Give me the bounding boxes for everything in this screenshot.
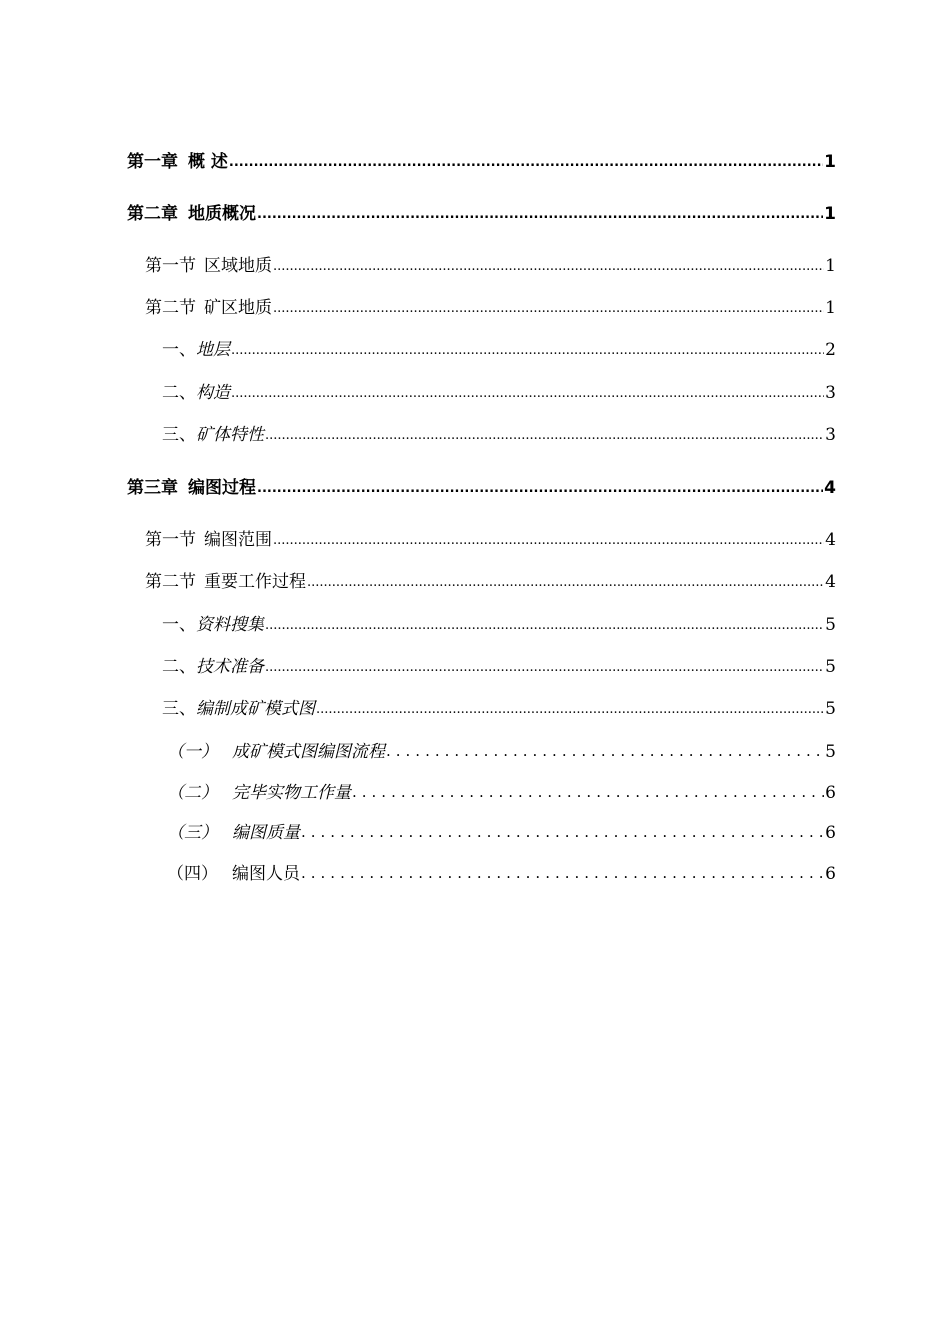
toc-number: 一、: [162, 615, 196, 635]
toc-entry-item[interactable]: [162, 339, 836, 361]
toc-page-number: 5: [825, 699, 836, 719]
dot-leader: [352, 781, 824, 803]
toc-title: 概 述: [188, 152, 228, 172]
dot-leader: [307, 572, 824, 594]
dot-leader: [265, 425, 824, 447]
toc-entry-subitem[interactable]: [167, 782, 836, 804]
toc-title: 编图范围: [204, 530, 272, 550]
dot-leader: [257, 204, 823, 226]
toc-number: 一、: [162, 340, 196, 360]
toc-entry-section[interactable]: [145, 297, 836, 319]
toc-entry-item[interactable]: [162, 424, 836, 446]
toc-number: 第三章: [127, 478, 178, 498]
toc-entry-section[interactable]: [145, 255, 836, 277]
toc-entry-section[interactable]: [145, 571, 836, 593]
dot-leader: [273, 256, 824, 278]
toc-number: 第一节: [145, 256, 196, 276]
toc-entry-item[interactable]: [162, 382, 836, 404]
toc-number: （二）: [167, 783, 218, 803]
toc-page-number: 3: [825, 425, 836, 445]
toc-entry-item[interactable]: [162, 656, 836, 678]
toc-title: 编制成矿模式图: [196, 699, 315, 719]
toc-title: 地层: [196, 340, 230, 360]
toc-number: 三、: [162, 425, 196, 445]
dot-leader: [273, 298, 824, 320]
toc-page-number: 2: [825, 340, 836, 360]
toc-number: （一）: [167, 742, 218, 762]
toc-title: 构造: [196, 383, 230, 403]
toc-page-number: 4: [825, 530, 836, 550]
dot-leader: [265, 615, 824, 637]
toc-page-number: 6: [825, 823, 836, 843]
toc-page-number: 1: [825, 298, 836, 318]
toc-page-number: 6: [825, 864, 836, 884]
toc-entry-section[interactable]: [145, 529, 836, 551]
toc-title: 矿区地质: [204, 298, 272, 318]
toc-number: 二、: [162, 383, 196, 403]
toc-page-number: 5: [825, 657, 836, 677]
dot-leader: [301, 821, 824, 843]
dot-leader: [316, 699, 824, 721]
toc-title: 地质概况: [188, 204, 256, 224]
dot-leader: [386, 740, 824, 762]
toc-number: （三）: [167, 823, 218, 843]
dot-leader: [229, 152, 823, 174]
toc-title: 完毕实物工作量: [232, 783, 351, 803]
toc-title: 技术准备: [196, 657, 264, 677]
toc-number: 第一章: [127, 152, 178, 172]
toc-page-number: 5: [825, 742, 836, 762]
toc-entry-item[interactable]: [162, 698, 836, 720]
dot-leader: [231, 383, 824, 405]
toc-number: 第二节: [145, 572, 196, 592]
toc-title: 编图质量: [232, 823, 300, 843]
toc-title: 编图过程: [188, 478, 256, 498]
toc-entry-chapter-2[interactable]: [127, 203, 836, 225]
toc-page-number: 1: [824, 204, 836, 224]
toc-title: 区域地质: [204, 256, 272, 276]
toc-number: 第二章: [127, 204, 178, 224]
toc-page-number: 4: [825, 572, 836, 592]
toc-number: 第二节: [145, 298, 196, 318]
toc-title: 成矿模式图编图流程: [232, 742, 385, 762]
toc-entry-subitem[interactable]: [167, 822, 836, 844]
toc-number: 二、: [162, 657, 196, 677]
dot-leader: [301, 862, 824, 884]
toc-title: 矿体特性: [196, 425, 264, 445]
toc-page-number: 3: [825, 383, 836, 403]
toc-entry-subitem[interactable]: [167, 741, 836, 763]
dot-leader: [257, 478, 823, 500]
dot-leader: [265, 657, 824, 679]
toc-number: 三、: [162, 699, 196, 719]
toc-page-number: 4: [824, 478, 836, 498]
toc-entry-chapter-3[interactable]: [127, 477, 836, 499]
toc-title: 资料搜集: [196, 615, 264, 635]
toc-page-number: 6: [825, 783, 836, 803]
toc-entry-item[interactable]: [162, 614, 836, 636]
toc-title: 重要工作过程: [204, 572, 306, 592]
toc-number: （四）: [167, 864, 218, 884]
toc-number: 第一节: [145, 530, 196, 550]
dot-leader: [231, 340, 824, 362]
toc-page-number: 1: [824, 152, 836, 172]
toc-entry-subitem[interactable]: [167, 863, 836, 885]
toc-entry-chapter-1[interactable]: [127, 151, 836, 173]
toc-page-number: 5: [825, 615, 836, 635]
toc-page-number: 1: [825, 256, 836, 276]
toc-title: 编图人员: [232, 864, 300, 884]
dot-leader: [273, 530, 824, 552]
